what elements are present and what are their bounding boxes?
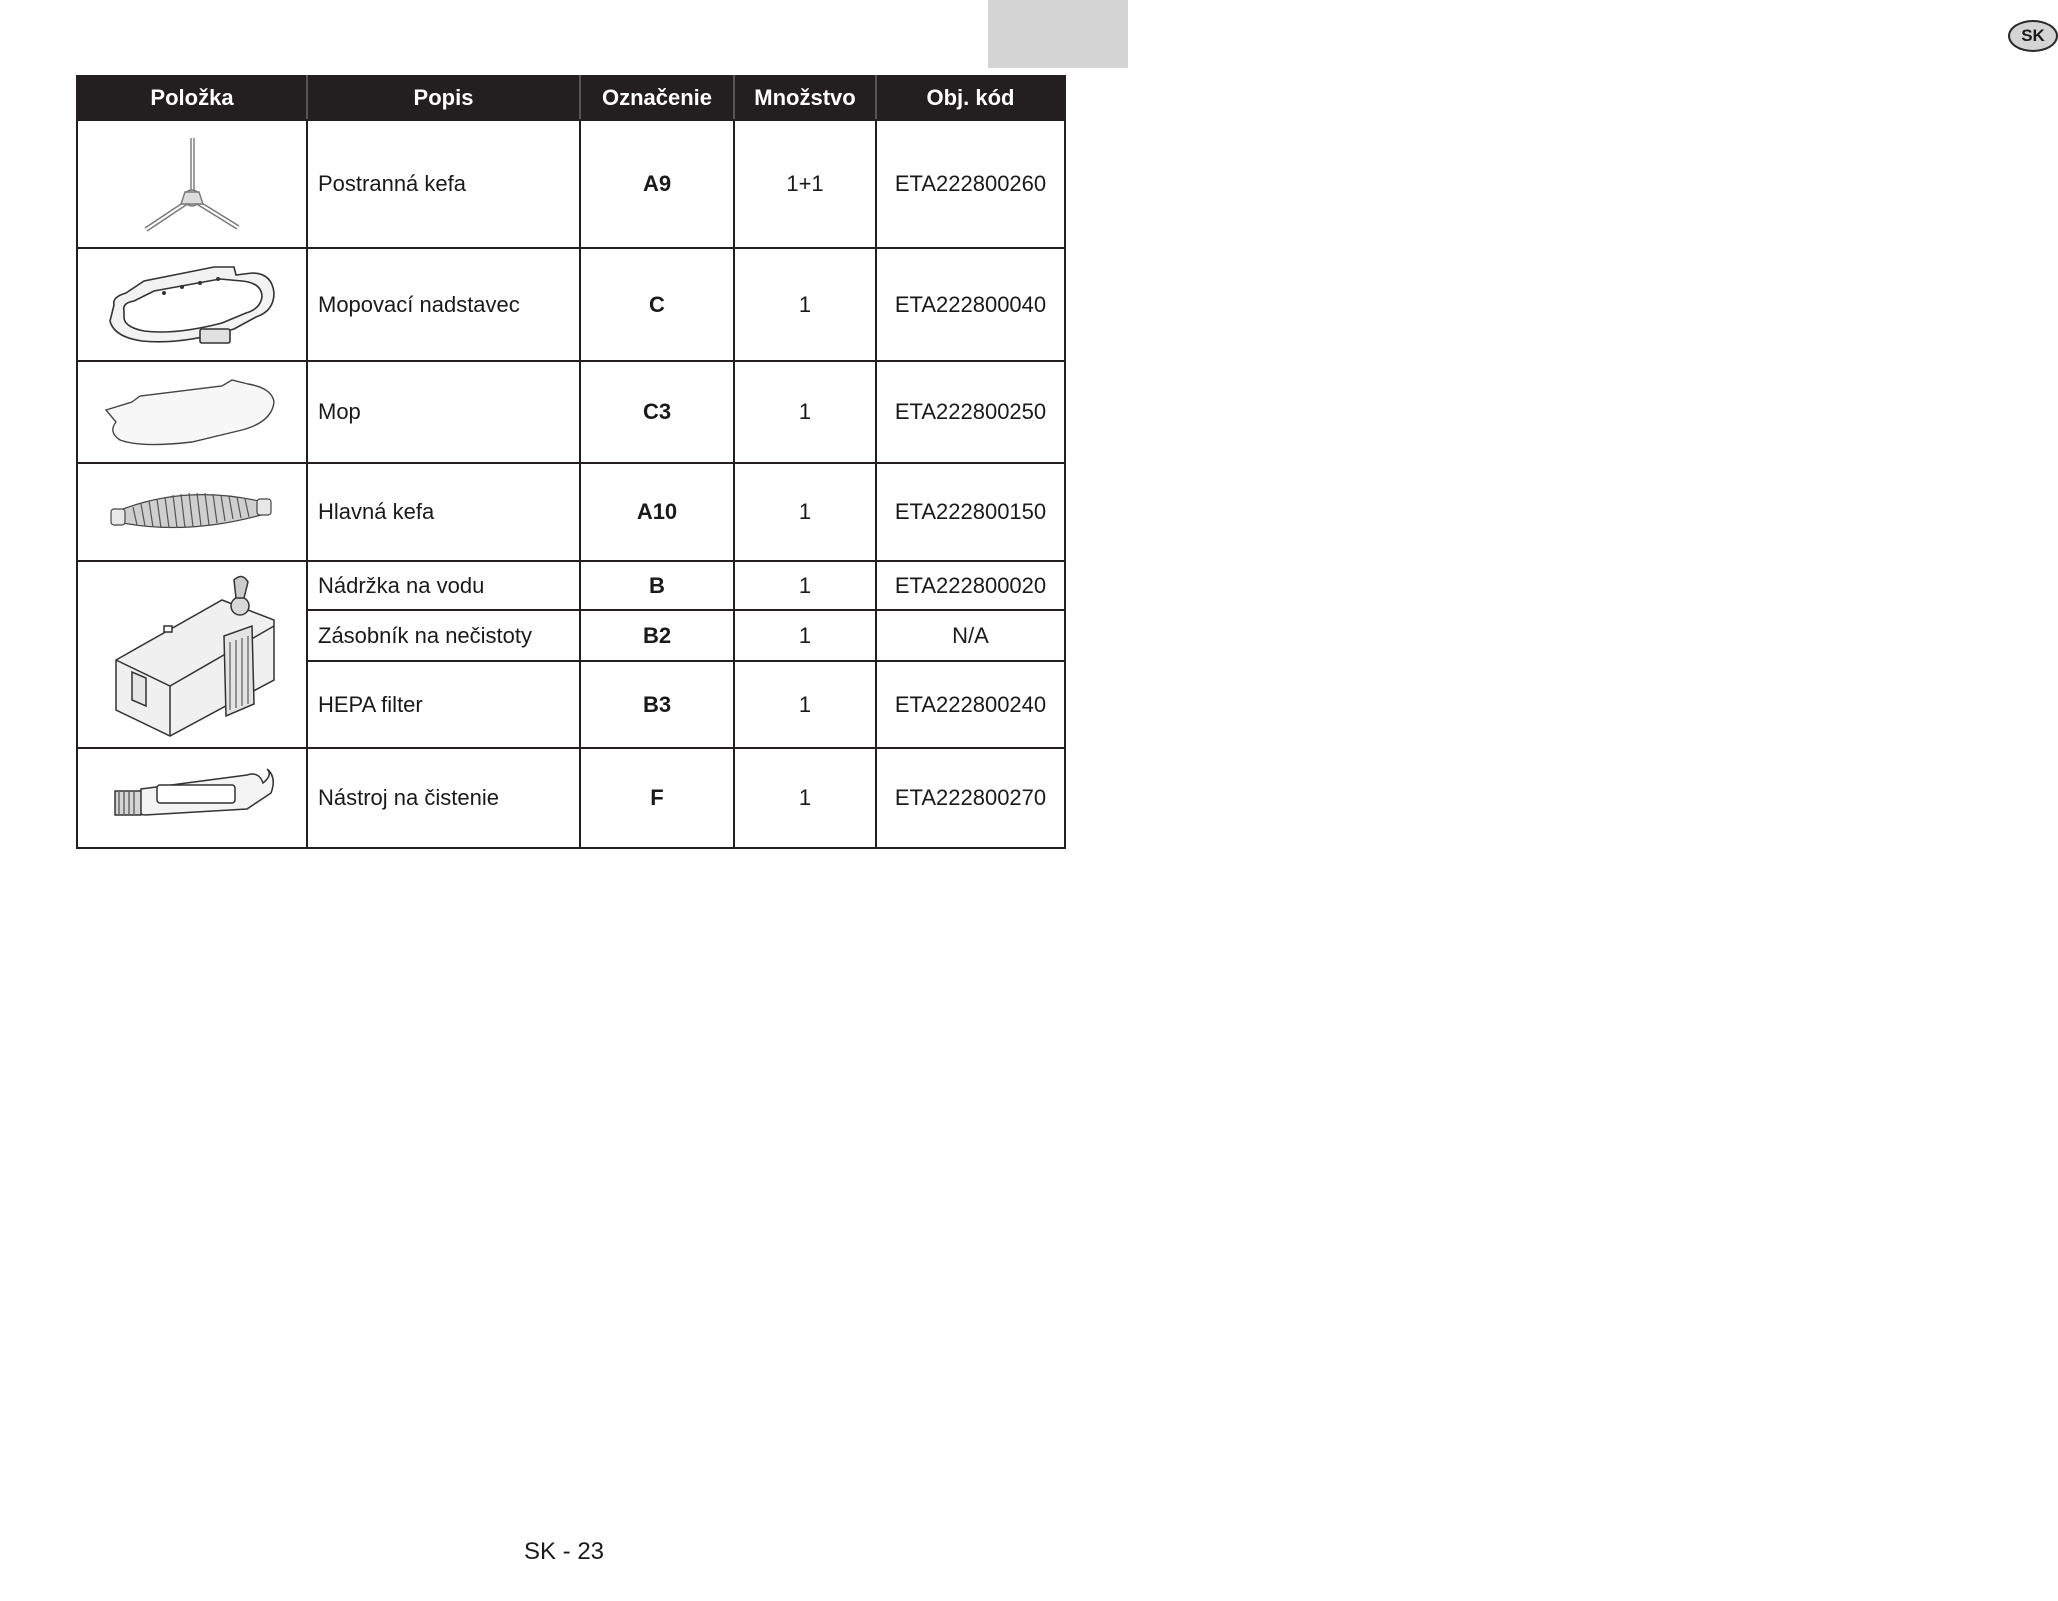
row-order-code: ETA222800250 (876, 361, 1065, 463)
header-mark: Označenie (580, 76, 734, 120)
row-quantity: 1 (734, 561, 876, 610)
row-description: Nástroj na čistenie (307, 748, 580, 848)
header-description: Popis (307, 76, 580, 120)
table-header-row (77, 76, 1065, 120)
row-quantity: 1 (734, 361, 876, 463)
row-order-code: ETA222800260 (876, 120, 1065, 248)
header-item: Položka (77, 76, 307, 120)
row-mark: B2 (580, 610, 734, 661)
row-description: Zásobník na nečistoty (307, 610, 580, 661)
row-description: Mopovací nadstavec (307, 248, 580, 361)
row-quantity: 1+1 (734, 120, 876, 248)
table-row (77, 561, 1065, 610)
mop-pad-icon (77, 361, 307, 463)
row-mark: A10 (580, 463, 734, 561)
row-description: HEPA filter (307, 661, 580, 748)
header-order-code: Obj. kód (876, 76, 1065, 120)
table-row (77, 463, 1065, 561)
row-order-code: ETA222800040 (876, 248, 1065, 361)
side-brush-icon (77, 120, 307, 248)
row-mark: B (580, 561, 734, 610)
mop-attachment-icon (77, 248, 307, 361)
row-mark: B3 (580, 661, 734, 748)
table-row (77, 248, 1065, 361)
row-order-code: ETA222800150 (876, 463, 1065, 561)
header-quantity: Množstvo (734, 76, 876, 120)
language-badge: SK (2008, 20, 2058, 52)
row-mark: C (580, 248, 734, 361)
cleaning-tool-icon (77, 748, 307, 848)
row-order-code: ETA222800270 (876, 748, 1065, 848)
row-quantity: 1 (734, 248, 876, 361)
row-quantity: 1 (734, 748, 876, 848)
row-description: Postranná kefa (307, 120, 580, 248)
row-description: Nádržka na vodu (307, 561, 580, 610)
row-quantity: 1 (734, 463, 876, 561)
table-row (77, 361, 1065, 463)
table-row (77, 748, 1065, 848)
row-mark: F (580, 748, 734, 848)
water-tank-dustbin-icon (77, 561, 307, 748)
parts-table (76, 75, 1066, 849)
row-description: Mop (307, 361, 580, 463)
language-tab (988, 0, 2045, 68)
row-mark: C3 (580, 361, 734, 463)
row-mark: A9 (580, 120, 734, 248)
table-row (77, 120, 1065, 248)
row-description: Hlavná kefa (307, 463, 580, 561)
row-order-code: ETA222800020 (876, 561, 1065, 610)
main-brush-icon (77, 463, 307, 561)
row-order-code: ETA222800240 (876, 661, 1065, 748)
row-order-code: N/A (876, 610, 1065, 661)
row-quantity: 1 (734, 661, 876, 748)
row-quantity: 1 (734, 610, 876, 661)
page-number: SK - 23 (523, 1538, 605, 1565)
